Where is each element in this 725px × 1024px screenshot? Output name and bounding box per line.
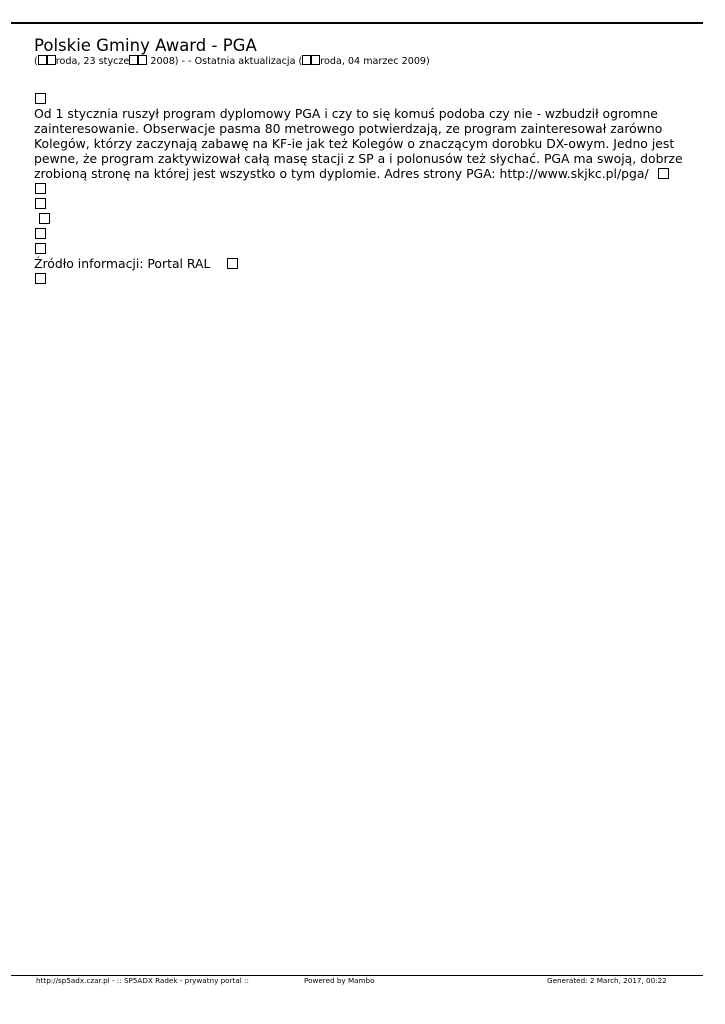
missing-glyph-icon [311,55,320,65]
missing-glyph-icon [35,183,46,194]
article-line: pewne, że program zaktywizował całą masę stacji z SP a i polonusów też słychać. PGA ma swoją, dobrze [34,151,683,166]
article-line: zrobioną stronę na której jest wszystko o tym dyplomie. Adres strony PGA: http://www.skjkc.pl/pga/ [34,166,649,181]
dateline-open: ( [34,56,38,67]
article-line: Kolegów, którzy zaczynają zabawę na KF-ie jak też Kolegów o znaczącym dorobku DX-owym. Jedno jest [34,136,675,151]
missing-glyph-icon [658,168,669,179]
dateline [34,55,430,68]
placeholder-line [34,241,684,256]
placeholder-line [34,226,684,241]
missing-glyph-icon [227,258,238,269]
dateline-created: roda, 23 stycze [55,56,130,67]
top-rule [11,22,703,24]
placeholder-line [34,271,684,286]
article-line: Od 1 stycznia ruszył program dyplomowy PGA i czy to się komuś podoba czy nie - wzbudził ogromne [34,106,658,121]
article-body [34,91,684,286]
placeholder-line [34,181,684,196]
placeholder-line [34,91,684,106]
placeholder-line [34,196,684,211]
article-line-with-link [34,166,684,181]
missing-glyph-icon [35,198,46,209]
article-line: zainteresowanie. Obserwacje pasma 80 metrowego potwierdzają, ze program zainteresował zarówno [34,121,663,136]
missing-glyph-icon [302,55,311,65]
footer-powered-by: Powered by Mambo [304,976,375,985]
missing-glyph-icon [35,243,46,254]
missing-glyph-icon [35,93,46,104]
placeholder-line [34,211,684,226]
page-title: Polskie Gminy Award - PGA [34,36,257,55]
source-line [34,256,684,271]
missing-glyph-icon [35,273,46,284]
dateline-created-year: 2008) - - Ostatnia aktualizacja ( [147,56,303,67]
footer-site-link[interactable]: http://sp5adx.czar.pl - :: SP5ADX Radek - prywatny portal :: [36,976,249,985]
source-text: Źródło informacji: Portal RAL [34,256,211,271]
missing-glyph-icon [39,213,50,224]
missing-glyph-icon [38,55,47,65]
footer-generated-date: Generated: 2 March, 2017, 00:22 [547,976,667,985]
missing-glyph-icon [129,55,138,65]
missing-glyph-icon [35,228,46,239]
missing-glyph-icon [138,55,147,65]
dateline-updated: roda, 04 marzec 2009) [320,56,430,67]
missing-glyph-icon [47,55,56,65]
